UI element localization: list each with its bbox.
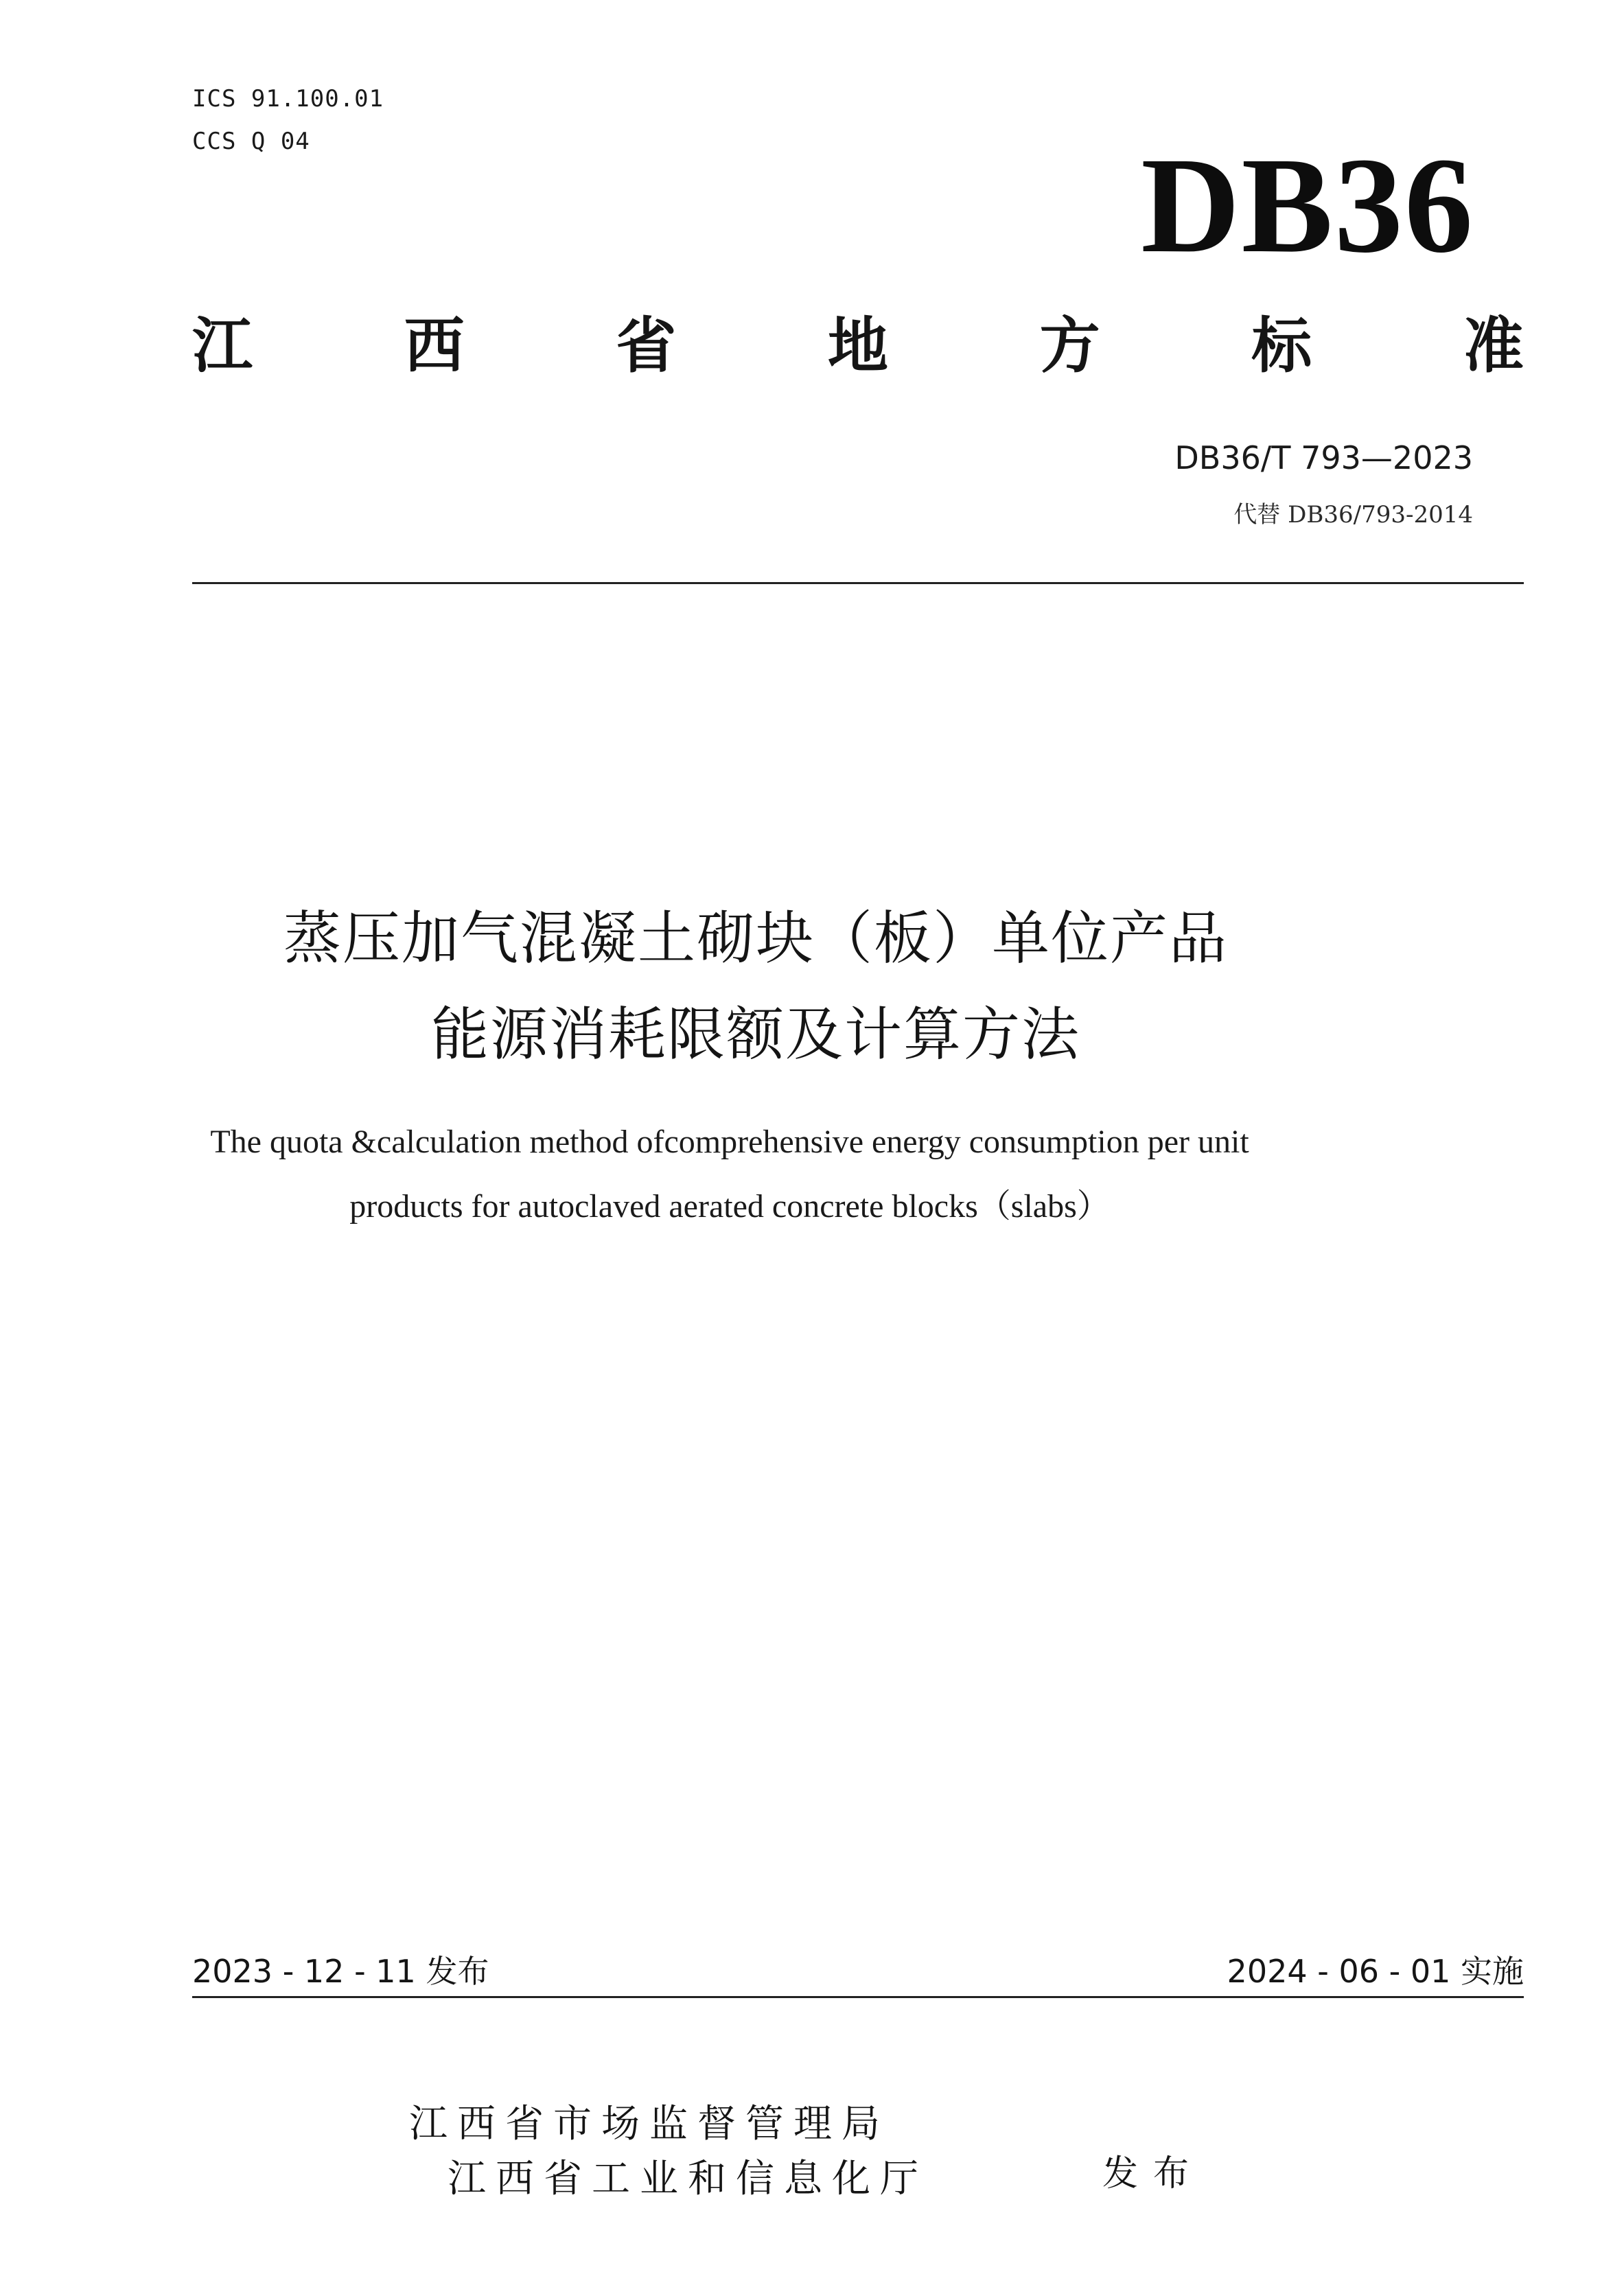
title-cn-line1: 蒸压加气混凝土砌块（板）单位产品 bbox=[283, 905, 1228, 972]
footer-divider bbox=[192, 1996, 1524, 1998]
db36-logo: DB36 bbox=[1141, 130, 1474, 281]
publish-label: 发布 bbox=[1102, 2153, 1205, 2194]
standard-type-char: 标 bbox=[1251, 310, 1312, 381]
standard-type-char: 准 bbox=[1463, 310, 1524, 381]
standard-type-heading bbox=[192, 310, 1524, 381]
issuer-industry-it: 江西省工业和信息化厅 bbox=[448, 2157, 928, 2201]
standard-type-char: 方 bbox=[1039, 310, 1100, 381]
title-cn-line2: 能源消耗限额及计算方法 bbox=[430, 1001, 1080, 1068]
header-divider bbox=[192, 582, 1524, 584]
issuer-market-regulation: 江西省市场监督管理局 bbox=[409, 2102, 890, 2146]
standard-type-char: 省 bbox=[616, 310, 677, 381]
standard-type-char: 江 bbox=[192, 310, 253, 381]
standard-type-char: 地 bbox=[827, 310, 888, 381]
title-en-line2: products for autoclaved aerated concrete blocks（slabs） bbox=[349, 1188, 1110, 1225]
title-en-line1: The quota &calculation method ofcomprehensive energy consumption per unit bbox=[210, 1124, 1249, 1160]
ccs-code: CCS Q 04 bbox=[192, 128, 310, 155]
issue-date: 2023 - 12 - 11 发布 bbox=[192, 1953, 489, 1990]
standard-number: DB36/T 793—2023 bbox=[1174, 439, 1473, 476]
standard-type-char: 西 bbox=[404, 310, 465, 381]
replaces-note: 代替 DB36/793-2014 bbox=[1233, 501, 1473, 529]
ics-code: ICS 91.100.01 bbox=[192, 85, 384, 113]
implementation-date: 2024 - 06 - 01 实施 bbox=[1227, 1953, 1524, 1990]
